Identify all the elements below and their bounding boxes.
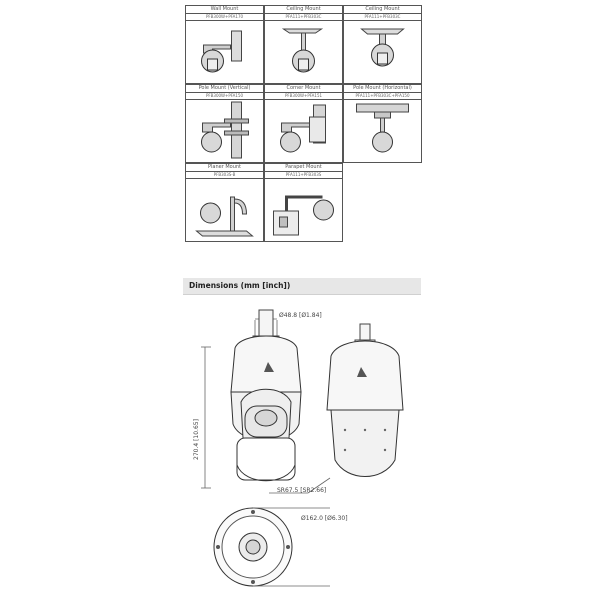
dome-radius-label: SR67.5 [SR2.66] xyxy=(277,487,327,494)
mount-cell-wall xyxy=(185,5,264,84)
mount-illustration xyxy=(265,100,342,162)
mount-cell-ceiling-1 xyxy=(264,5,343,84)
mount-illustration xyxy=(344,100,421,162)
top-diameter-label: Ø48.8 [Ø1.84] xyxy=(279,312,322,319)
mount-title: Ceiling Mount xyxy=(265,6,342,14)
dimension-drawing xyxy=(185,300,425,600)
mount-code: PFB300W+PFA150 xyxy=(186,93,263,100)
mount-code: PFB300W+PFA151 xyxy=(265,93,342,100)
mount-options-table xyxy=(185,5,425,243)
mount-cell-pole-horizontal xyxy=(343,84,422,163)
mount-illustration xyxy=(186,179,263,241)
mount-title: Planer Mount xyxy=(186,164,263,172)
mount-title: Wall Mount xyxy=(186,6,263,14)
mount-cell-planer xyxy=(185,163,264,242)
mount-code: PFA111+PFB303C xyxy=(265,14,342,21)
dimensions-section-header xyxy=(183,278,421,295)
height-label: 270.4 [10.65] xyxy=(193,419,200,460)
mount-code: PFA111+PFB303C+PFA150 xyxy=(344,93,421,100)
mount-code: PFA111+PFB303S xyxy=(265,172,342,179)
section-title: Dimensions (mm [inch]) xyxy=(189,281,291,290)
base-diameter-label: Ø162.0 [Ø6.30] xyxy=(301,515,348,522)
mount-title: Parapet Mount xyxy=(265,164,342,172)
mount-code: PFB303S-B xyxy=(186,172,263,179)
mount-cell-corner xyxy=(264,84,343,163)
mount-title: Ceiling Mount xyxy=(344,6,421,14)
mount-cell-parapet xyxy=(264,163,343,242)
mount-cell-ceiling-2 xyxy=(343,5,422,84)
mount-title: Pole Mount (Horizontal) xyxy=(344,85,421,93)
mount-title: Pole Mount (Vertical) xyxy=(186,85,263,93)
mount-illustration xyxy=(344,21,421,83)
mount-cell-pole-vertical xyxy=(185,84,264,163)
mount-illustration xyxy=(265,21,342,83)
mount-title: Corner Mount xyxy=(265,85,342,93)
mount-code: PFA111+PFB303C xyxy=(344,14,421,21)
mount-illustration xyxy=(186,100,263,162)
front-view-camera xyxy=(201,310,301,488)
mount-code: PFB300W+PFA170 xyxy=(186,14,263,21)
mount-illustration xyxy=(265,179,342,241)
mount-illustration xyxy=(186,21,263,83)
